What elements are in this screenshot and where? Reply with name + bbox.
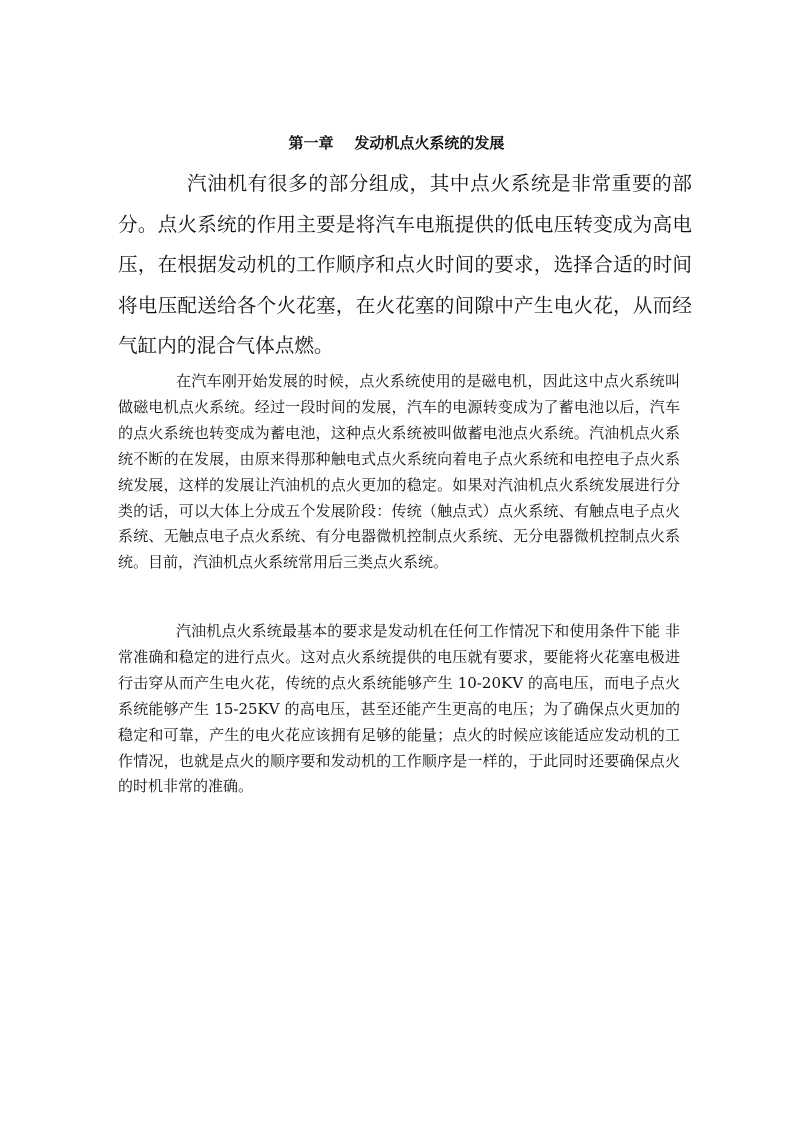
paragraph-history: 在汽车刚开始发展的时候，点火系统使用的是磁电机，因此这中点火系统叫做磁电机点火系统。经过一段时间的发展，汽车的电源转变成为了蓄电池以后，汽车的点火系统也转变成为蓄电池，这种点火系统被叫做蓄电池点火系统。汽油机点火系统不断的在发展，由原来得那种触电式点火系统向着电子点火系统和电控电子点火系统发展，这样的发展让汽油机的点火更加的稳定。如果对汽油机点火系统发展进行分类的话，可以大体上分成五个发展阶段：传统（触点式）点火系统、有触点电子点火系统、无触点电子点火系统、有分电器微机控制点火系统、无分电器微机控制点火系统。目前，汽油机点火系统常用后三类点火系统。 — [118, 372, 680, 572]
paragraph-intro: 汽油机有很多的部分组成，其中点火系统是非常重要的部分。点火系统的作用主要是将汽车电瓶提供的低电压转变成为高电压，在根据发动机的工作顺序和点火时间的要求，选择合适的时间将电压配送给各个火花塞，在火花塞的间隙中产生电火花，从而经气缸内的混合气体点燃。 — [118, 172, 692, 357]
chapter-title: 第一章 发动机点火系统的发展 — [288, 134, 505, 152]
paragraph-requirements: 汽油机点火系统最基本的要求是发动机在任何工作情况下和使用条件下能 非常准确和稳定的进行点火。这对点火系统提供的电压就有要求，要能将火花塞电极进行击穿从而产生电火花，传统的点火系统能够产生 10-20KV 的高电压，而电子点火系统能够产生 15-25KV 的高电压，甚至还能产生更高的电压；为了确保点火更加的稳定和可靠，产生的电火花应该拥有足够的能量；点火的时候应该能适应发动机的工作情况，也就是点火的顺序要和发动机的工作顺序是一样的，于此同时还要确保点火的时机非常的准确。 — [118, 622, 680, 796]
